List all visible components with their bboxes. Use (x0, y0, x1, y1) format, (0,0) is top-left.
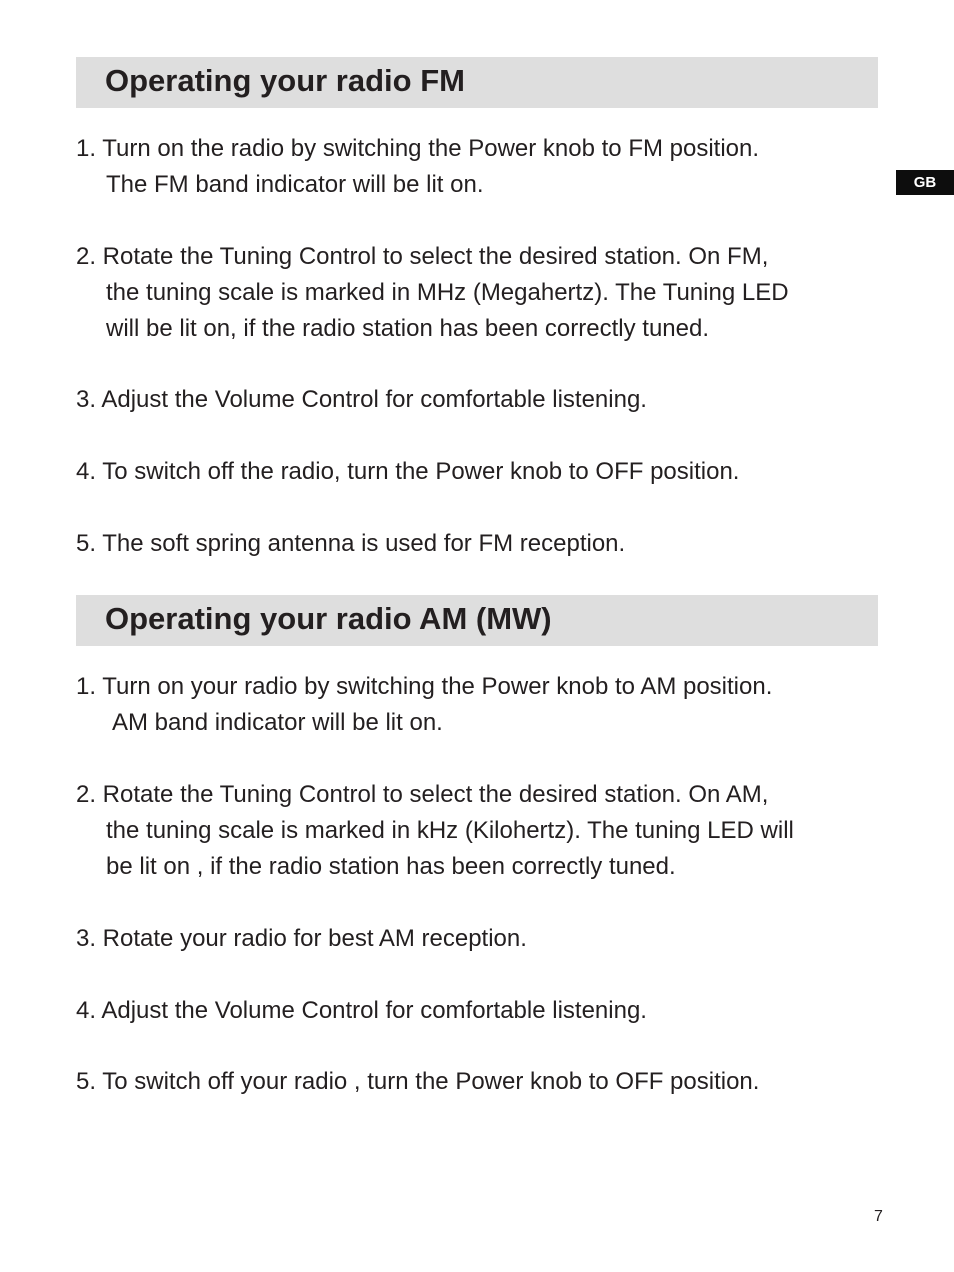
am-step-4 (76, 993, 896, 1029)
step-line: 4. Adjust the Volume Control for comfortable listening. (76, 997, 647, 1024)
am-step-3 (76, 921, 896, 957)
step-line: be lit on , if the radio station has been correctly tuned. (106, 853, 676, 880)
am-step-1 (76, 669, 896, 741)
step-line: 5. To switch off your radio , turn the Power knob to OFF position. (76, 1068, 760, 1095)
step-line: the tuning scale is marked in kHz (Kilohertz). The tuning LED will (106, 817, 794, 844)
fm-step-4 (76, 454, 896, 490)
fm-step-3 (76, 382, 896, 418)
am-section-title: Operating your radio AM (MW) (105, 601, 552, 636)
fm-section-title: Operating your radio FM (105, 63, 465, 98)
am-step-2 (76, 777, 896, 885)
fm-step-5 (76, 526, 896, 562)
page-number: 7 (874, 1208, 883, 1225)
step-line: the tuning scale is marked in MHz (Megahertz). The Tuning LED (106, 279, 789, 306)
am-section-header (76, 595, 878, 646)
language-tab: GB (896, 170, 954, 195)
step-line: 5. The soft spring antenna is used for FM reception. (76, 530, 626, 557)
step-line: 3. Adjust the Volume Control for comfortable listening. (76, 386, 647, 413)
step-line: 2. Rotate the Tuning Control to select the desired station. On FM, (76, 243, 769, 270)
step-line: 3. Rotate your radio for best AM reception. (76, 925, 527, 952)
step-line: 1. Turn on the radio by switching the Power knob to FM position. (76, 135, 760, 162)
fm-step-1 (76, 131, 896, 203)
step-line: 2. Rotate the Tuning Control to select the desired station. On AM, (76, 781, 769, 808)
step-line: The FM band indicator will be lit on. (106, 171, 484, 198)
step-line: AM band indicator will be lit on. (112, 709, 443, 736)
fm-section-header (76, 57, 878, 108)
am-step-5 (76, 1064, 896, 1100)
step-line: 4. To switch off the radio, turn the Power knob to OFF position. (76, 458, 740, 485)
fm-step-2 (76, 239, 896, 347)
step-line: will be lit on, if the radio station has been correctly tuned. (106, 315, 709, 342)
step-line: 1. Turn on your radio by switching the Power knob to AM position. (76, 673, 773, 700)
